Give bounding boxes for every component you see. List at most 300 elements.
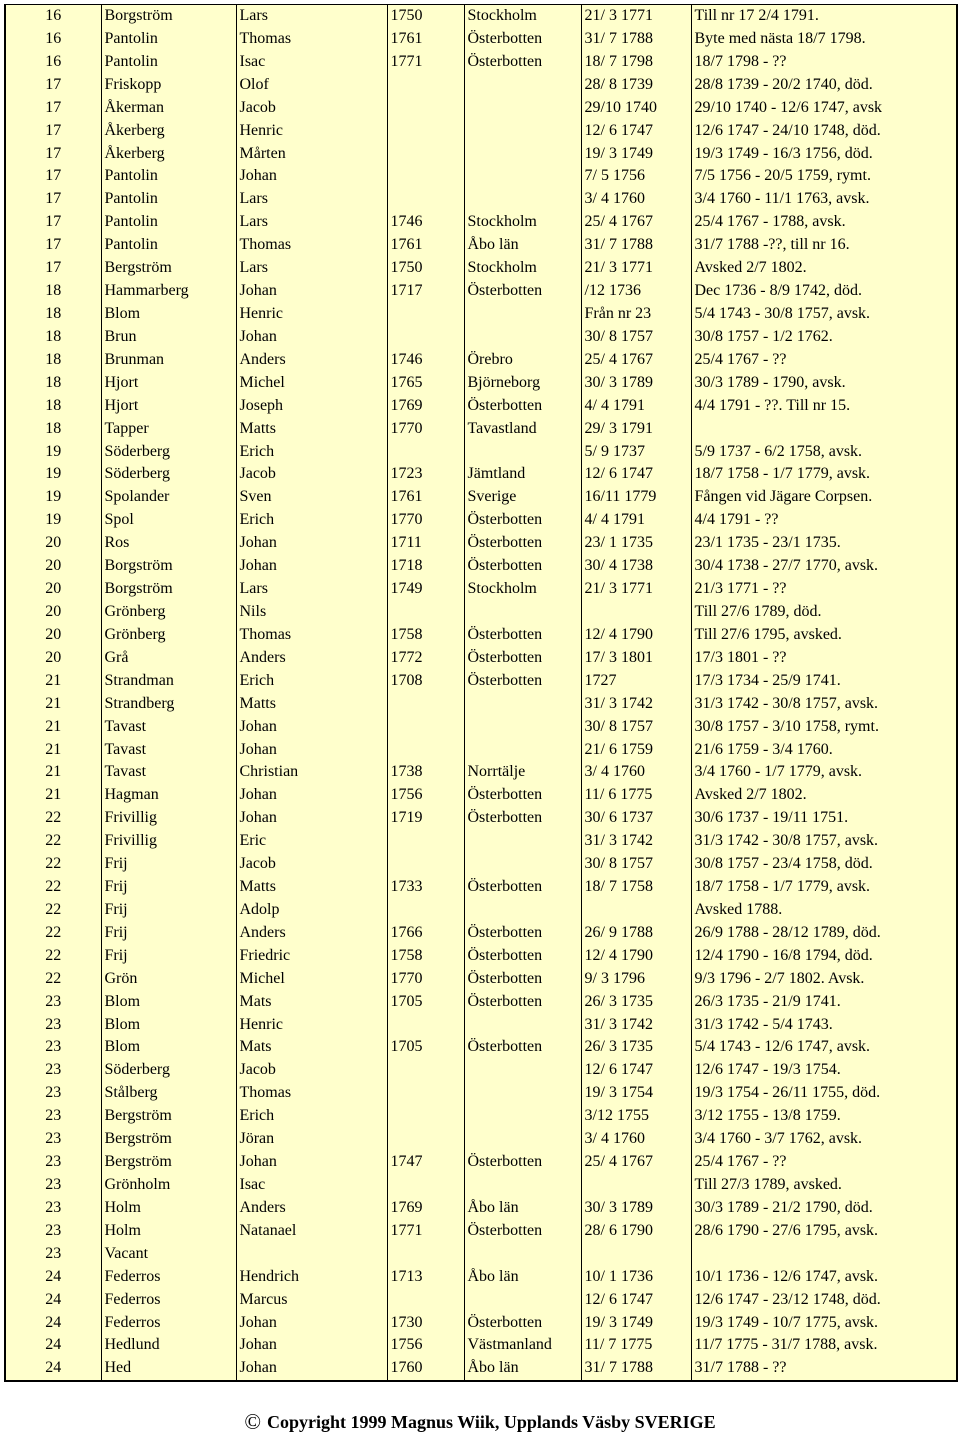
table-row — [5, 1266, 957, 1289]
cell-nr: 23 — [5, 1128, 101, 1151]
table-row — [5, 486, 957, 509]
cell-born — [387, 830, 464, 853]
cell-origin — [464, 1059, 581, 1082]
cell-born: 1749 — [387, 578, 464, 601]
cell-surname: Åkerberg — [101, 143, 236, 166]
cell-service: 26/9 1788 - 28/12 1789, död. — [691, 922, 957, 945]
cell-origin — [464, 716, 581, 739]
cell-surname: Pantolin — [101, 211, 236, 234]
cell-nr: 23 — [5, 1036, 101, 1059]
cell-surname: Söderberg — [101, 1059, 236, 1082]
cell-service: 18/7 1798 - ?? — [691, 51, 957, 74]
cell-given-name: Lars — [236, 257, 387, 280]
cell-enlisted: 11/ 7 1775 — [581, 1334, 691, 1357]
cell-service — [691, 418, 957, 441]
cell-service: 30/3 1789 - 1790, avsk. — [691, 372, 957, 395]
cell-surname: Bergström — [101, 257, 236, 280]
cell-origin — [464, 899, 581, 922]
cell-origin: Österbotten — [464, 807, 581, 830]
cell-service: 31/3 1742 - 30/8 1757, avsk. — [691, 830, 957, 853]
table-row — [5, 1197, 957, 1220]
cell-origin — [464, 165, 581, 188]
cell-given-name: Johan — [236, 716, 387, 739]
table-row — [5, 463, 957, 486]
cell-born — [387, 693, 464, 716]
cell-origin: Österbotten — [464, 280, 581, 303]
table-row — [5, 326, 957, 349]
cell-nr: 17 — [5, 143, 101, 166]
cell-nr: 24 — [5, 1289, 101, 1312]
cell-nr: 23 — [5, 991, 101, 1014]
cell-surname: Åkerman — [101, 97, 236, 120]
cell-origin: Österbotten — [464, 647, 581, 670]
cell-origin: Österbotten — [464, 509, 581, 532]
cell-given-name: Matts — [236, 418, 387, 441]
cell-service: 12/6 1747 - 23/12 1748, död. — [691, 1289, 957, 1312]
cell-given-name: Johan — [236, 784, 387, 807]
cell-service: 9/3 1796 - 2/7 1802. Avsk. — [691, 968, 957, 991]
cell-service: 18/7 1758 - 1/7 1779, avsk. — [691, 463, 957, 486]
cell-born: 1770 — [387, 418, 464, 441]
cell-born: 1746 — [387, 211, 464, 234]
cell-born: 1756 — [387, 1334, 464, 1357]
cell-given-name: Henric — [236, 303, 387, 326]
cell-enlisted: 26/ 3 1735 — [581, 1036, 691, 1059]
cell-given-name: Johan — [236, 165, 387, 188]
cell-origin — [464, 143, 581, 166]
cell-surname: Blom — [101, 991, 236, 1014]
cell-origin: Åbo län — [464, 1197, 581, 1220]
cell-origin: Stockholm — [464, 211, 581, 234]
table-row — [5, 1334, 957, 1357]
cell-nr: 20 — [5, 601, 101, 624]
cell-enlisted: 12/ 6 1747 — [581, 1059, 691, 1082]
table-row — [5, 693, 957, 716]
cell-enlisted — [581, 1174, 691, 1197]
cell-surname: Bergström — [101, 1105, 236, 1128]
cell-origin — [464, 1105, 581, 1128]
cell-enlisted: 12/ 6 1747 — [581, 1289, 691, 1312]
cell-surname: Friskopp — [101, 74, 236, 97]
cell-given-name: Michel — [236, 968, 387, 991]
cell-surname: Hjort — [101, 372, 236, 395]
cell-service: 25/4 1767 - ?? — [691, 1151, 957, 1174]
cell-surname: Frivillig — [101, 830, 236, 853]
cell-origin: Österbotten — [464, 1220, 581, 1243]
cell-enlisted: 31/ 3 1742 — [581, 830, 691, 853]
cell-born: 1723 — [387, 463, 464, 486]
cell-given-name: Olof — [236, 74, 387, 97]
cell-surname: Grönberg — [101, 601, 236, 624]
cell-service: 7/5 1756 - 20/5 1759, rymt. — [691, 165, 957, 188]
table-row — [5, 578, 957, 601]
table-row — [5, 188, 957, 211]
cell-origin — [464, 1082, 581, 1105]
cell-given-name: Nils — [236, 601, 387, 624]
cell-enlisted: 7/ 5 1756 — [581, 165, 691, 188]
cell-nr: 24 — [5, 1357, 101, 1381]
cell-surname: Frij — [101, 853, 236, 876]
cell-born: 1758 — [387, 945, 464, 968]
cell-given-name: Jacob — [236, 463, 387, 486]
cell-origin: Österbotten — [464, 945, 581, 968]
table-row — [5, 441, 957, 464]
cell-nr: 17 — [5, 188, 101, 211]
cell-enlisted: 31/ 7 1788 — [581, 1357, 691, 1381]
table-row — [5, 257, 957, 280]
cell-born: 1738 — [387, 761, 464, 784]
cell-service — [691, 1243, 957, 1266]
cell-nr: 16 — [5, 51, 101, 74]
cell-origin: Björneborg — [464, 372, 581, 395]
table-row — [5, 1036, 957, 1059]
cell-nr: 18 — [5, 372, 101, 395]
cell-origin: Örebro — [464, 349, 581, 372]
cell-enlisted: 12/ 4 1790 — [581, 945, 691, 968]
cell-nr: 17 — [5, 257, 101, 280]
cell-born — [387, 1059, 464, 1082]
table-row — [5, 624, 957, 647]
cell-surname: Borgström — [101, 578, 236, 601]
cell-given-name: Thomas — [236, 28, 387, 51]
cell-service: 17/3 1801 - ?? — [691, 647, 957, 670]
cell-nr: 21 — [5, 716, 101, 739]
cell-enlisted: 30/ 3 1789 — [581, 1197, 691, 1220]
cell-born — [387, 601, 464, 624]
cell-enlisted: 31/ 3 1742 — [581, 1014, 691, 1037]
cell-given-name: Sven — [236, 486, 387, 509]
cell-service: 18/7 1758 - 1/7 1779, avsk. — [691, 876, 957, 899]
roster-table — [4, 4, 958, 1382]
cell-nr: 17 — [5, 165, 101, 188]
cell-service: 5/4 1743 - 12/6 1747, avsk. — [691, 1036, 957, 1059]
cell-born: 1760 — [387, 1357, 464, 1381]
cell-born — [387, 143, 464, 166]
cell-born — [387, 74, 464, 97]
cell-nr: 22 — [5, 830, 101, 853]
cell-given-name: Erich — [236, 509, 387, 532]
cell-enlisted: 30/ 6 1737 — [581, 807, 691, 830]
cell-born: 1717 — [387, 280, 464, 303]
cell-born: 1769 — [387, 1197, 464, 1220]
table-row — [5, 1082, 957, 1105]
cell-enlisted: 17/ 3 1801 — [581, 647, 691, 670]
cell-surname: Tapper — [101, 418, 236, 441]
cell-given-name: Henric — [236, 1014, 387, 1037]
cell-nr: 20 — [5, 532, 101, 555]
cell-given-name: Isac — [236, 1174, 387, 1197]
cell-nr: 23 — [5, 1197, 101, 1220]
cell-origin: Österbotten — [464, 532, 581, 555]
cell-service: 30/6 1737 - 19/11 1751. — [691, 807, 957, 830]
cell-service: 25/4 1767 - ?? — [691, 349, 957, 372]
cell-origin: Österbotten — [464, 624, 581, 647]
cell-born: 1770 — [387, 968, 464, 991]
cell-nr: 19 — [5, 463, 101, 486]
cell-given-name: Erich — [236, 670, 387, 693]
cell-born: 1718 — [387, 555, 464, 578]
table-row — [5, 945, 957, 968]
cell-service: 19/3 1754 - 26/11 1755, död. — [691, 1082, 957, 1105]
cell-surname: Strandberg — [101, 693, 236, 716]
cell-born — [387, 441, 464, 464]
cell-service: 28/6 1790 - 27/6 1795, avsk. — [691, 1220, 957, 1243]
cell-born — [387, 1289, 464, 1312]
cell-given-name: Jacob — [236, 1059, 387, 1082]
cell-nr: 21 — [5, 693, 101, 716]
cell-born: 1733 — [387, 876, 464, 899]
cell-given-name: Hendrich — [236, 1266, 387, 1289]
cell-enlisted: 3/ 4 1760 — [581, 1128, 691, 1151]
cell-service: 19/3 1749 - 16/3 1756, död. — [691, 143, 957, 166]
table-row — [5, 601, 957, 624]
cell-surname: Söderberg — [101, 441, 236, 464]
table-row — [5, 143, 957, 166]
cell-born — [387, 853, 464, 876]
cell-given-name: Michel — [236, 372, 387, 395]
cell-origin: Österbotten — [464, 555, 581, 578]
cell-surname: Spol — [101, 509, 236, 532]
cell-origin: Österbotten — [464, 1036, 581, 1059]
table-row — [5, 97, 957, 120]
table-row — [5, 165, 957, 188]
cell-origin: Åbo län — [464, 1266, 581, 1289]
cell-surname: Hammarberg — [101, 280, 236, 303]
cell-given-name: Johan — [236, 1151, 387, 1174]
cell-surname: Hjort — [101, 395, 236, 418]
cell-born — [387, 1128, 464, 1151]
cell-service: Avsked 1788. — [691, 899, 957, 922]
table-row — [5, 1312, 957, 1335]
cell-given-name: Natanael — [236, 1220, 387, 1243]
table-row — [5, 5, 957, 28]
cell-service: 25/4 1767 - 1788, avsk. — [691, 211, 957, 234]
table-row — [5, 1059, 957, 1082]
cell-origin — [464, 97, 581, 120]
cell-origin: Västmanland — [464, 1334, 581, 1357]
table-row — [5, 968, 957, 991]
table-row — [5, 395, 957, 418]
cell-enlisted: 1727 — [581, 670, 691, 693]
cell-enlisted: 30/ 4 1738 — [581, 555, 691, 578]
cell-surname: Tavast — [101, 761, 236, 784]
cell-enlisted: 21/ 3 1771 — [581, 5, 691, 28]
cell-enlisted: 9/ 3 1796 — [581, 968, 691, 991]
table-row — [5, 1357, 957, 1381]
cell-given-name: Lars — [236, 211, 387, 234]
table-row — [5, 647, 957, 670]
cell-nr: 23 — [5, 1243, 101, 1266]
cell-service: 12/6 1747 - 19/3 1754. — [691, 1059, 957, 1082]
cell-enlisted: 28/ 6 1790 — [581, 1220, 691, 1243]
table-row — [5, 211, 957, 234]
cell-given-name: Friedric — [236, 945, 387, 968]
cell-origin: Tavastland — [464, 418, 581, 441]
cell-surname: Borgström — [101, 5, 236, 28]
cell-given-name: Erich — [236, 441, 387, 464]
cell-origin — [464, 441, 581, 464]
cell-enlisted: 4/ 4 1791 — [581, 395, 691, 418]
cell-given-name: Johan — [236, 807, 387, 830]
table-row — [5, 876, 957, 899]
cell-nr: 22 — [5, 899, 101, 922]
cell-service: 21/6 1759 - 3/4 1760. — [691, 739, 957, 762]
table-row — [5, 899, 957, 922]
cell-service: 3/12 1755 - 13/8 1759. — [691, 1105, 957, 1128]
cell-enlisted: 19/ 3 1754 — [581, 1082, 691, 1105]
cell-enlisted: 26/ 3 1735 — [581, 991, 691, 1014]
cell-born — [387, 716, 464, 739]
cell-born: 1766 — [387, 922, 464, 945]
cell-service: 29/10 1740 - 12/6 1747, avsk — [691, 97, 957, 120]
table-row — [5, 372, 957, 395]
cell-enlisted — [581, 899, 691, 922]
cell-origin: Österbotten — [464, 1151, 581, 1174]
cell-born: 1705 — [387, 991, 464, 1014]
cell-nr: 16 — [5, 5, 101, 28]
cell-surname: Söderberg — [101, 463, 236, 486]
cell-surname: Federros — [101, 1266, 236, 1289]
table-row — [5, 280, 957, 303]
cell-service: 3/4 1760 - 11/1 1763, avsk. — [691, 188, 957, 211]
cell-enlisted — [581, 601, 691, 624]
cell-surname: Frij — [101, 922, 236, 945]
cell-born — [387, 165, 464, 188]
cell-enlisted: 21/ 3 1771 — [581, 257, 691, 280]
cell-given-name: Thomas — [236, 234, 387, 257]
cell-surname: Blom — [101, 303, 236, 326]
cell-enlisted: 19/ 3 1749 — [581, 143, 691, 166]
cell-enlisted: 3/12 1755 — [581, 1105, 691, 1128]
cell-given-name: Anders — [236, 647, 387, 670]
cell-service: Till nr 17 2/4 1791. — [691, 5, 957, 28]
cell-surname: Blom — [101, 1036, 236, 1059]
cell-nr: 22 — [5, 876, 101, 899]
cell-enlisted: 3/ 4 1760 — [581, 761, 691, 784]
table-row — [5, 1128, 957, 1151]
cell-surname: Grönberg — [101, 624, 236, 647]
cell-given-name: Adolp — [236, 899, 387, 922]
table-row — [5, 784, 957, 807]
cell-surname: Frivillig — [101, 807, 236, 830]
cell-given-name: Johan — [236, 532, 387, 555]
cell-born — [387, 899, 464, 922]
cell-nr: 20 — [5, 555, 101, 578]
cell-service: 4/4 1791 - ??. Till nr 15. — [691, 395, 957, 418]
table-row — [5, 1220, 957, 1243]
table-row — [5, 807, 957, 830]
cell-surname: Stålberg — [101, 1082, 236, 1105]
cell-enlisted: 28/ 8 1739 — [581, 74, 691, 97]
cell-service: 3/4 1760 - 3/7 1762, avsk. — [691, 1128, 957, 1151]
cell-origin: Norrtälje — [464, 761, 581, 784]
table-row — [5, 120, 957, 143]
cell-origin — [464, 74, 581, 97]
cell-enlisted: 25/ 4 1767 — [581, 349, 691, 372]
cell-origin — [464, 120, 581, 143]
cell-origin — [464, 188, 581, 211]
cell-enlisted: 18/ 7 1798 — [581, 51, 691, 74]
cell-born — [387, 97, 464, 120]
cell-enlisted: 21/ 6 1759 — [581, 739, 691, 762]
table-row — [5, 991, 957, 1014]
cell-given-name: Henric — [236, 120, 387, 143]
cell-given-name: Johan — [236, 1312, 387, 1335]
cell-nr: 23 — [5, 1151, 101, 1174]
cell-nr: 23 — [5, 1014, 101, 1037]
cell-origin — [464, 601, 581, 624]
cell-given-name: Jacob — [236, 97, 387, 120]
cell-born: 1708 — [387, 670, 464, 693]
cell-given-name: Eric — [236, 830, 387, 853]
cell-given-name: Johan — [236, 739, 387, 762]
table-row — [5, 555, 957, 578]
table-row — [5, 1014, 957, 1037]
cell-given-name: Lars — [236, 578, 387, 601]
cell-origin — [464, 1243, 581, 1266]
cell-surname: Pantolin — [101, 28, 236, 51]
cell-service: 30/4 1738 - 27/7 1770, avsk. — [691, 555, 957, 578]
cell-surname: Hedlund — [101, 1334, 236, 1357]
cell-enlisted: 26/ 9 1788 — [581, 922, 691, 945]
cell-service: 5/9 1737 - 6/2 1758, avsk. — [691, 441, 957, 464]
cell-born: 1713 — [387, 1266, 464, 1289]
cell-given-name: Mårten — [236, 143, 387, 166]
cell-born: 1756 — [387, 784, 464, 807]
cell-origin — [464, 326, 581, 349]
cell-service: 23/1 1735 - 23/1 1735. — [691, 532, 957, 555]
cell-born: 1747 — [387, 1151, 464, 1174]
cell-enlisted: 31/ 3 1742 — [581, 693, 691, 716]
copyright-footer — [0, 1408, 960, 1434]
cell-nr: 23 — [5, 1174, 101, 1197]
cell-born: 1770 — [387, 509, 464, 532]
cell-nr: 21 — [5, 670, 101, 693]
cell-origin — [464, 830, 581, 853]
table-row — [5, 349, 957, 372]
cell-surname: Holm — [101, 1197, 236, 1220]
cell-enlisted: 21/ 3 1771 — [581, 578, 691, 601]
cell-nr: 22 — [5, 807, 101, 830]
cell-born — [387, 1014, 464, 1037]
cell-enlisted: /12 1736 — [581, 280, 691, 303]
table-row — [5, 716, 957, 739]
cell-nr: 23 — [5, 1059, 101, 1082]
cell-origin: Sverige — [464, 486, 581, 509]
cell-born — [387, 326, 464, 349]
cell-born — [387, 120, 464, 143]
cell-given-name: Anders — [236, 922, 387, 945]
cell-born — [387, 739, 464, 762]
table-row — [5, 418, 957, 441]
cell-surname: Grönholm — [101, 1174, 236, 1197]
table-row — [5, 1243, 957, 1266]
cell-enlisted: 31/ 7 1788 — [581, 234, 691, 257]
cell-nr: 19 — [5, 509, 101, 532]
cell-nr: 20 — [5, 624, 101, 647]
cell-service: 31/7 1788 - ?? — [691, 1357, 957, 1381]
cell-nr: 22 — [5, 945, 101, 968]
cell-enlisted: 31/ 7 1788 — [581, 28, 691, 51]
cell-nr: 16 — [5, 28, 101, 51]
cell-nr: 21 — [5, 761, 101, 784]
cell-born: 1758 — [387, 624, 464, 647]
cell-enlisted: Från nr 23 — [581, 303, 691, 326]
cell-surname: Pantolin — [101, 51, 236, 74]
cell-surname: Tavast — [101, 739, 236, 762]
cell-given-name: Johan — [236, 1334, 387, 1357]
cell-given-name: Lars — [236, 5, 387, 28]
